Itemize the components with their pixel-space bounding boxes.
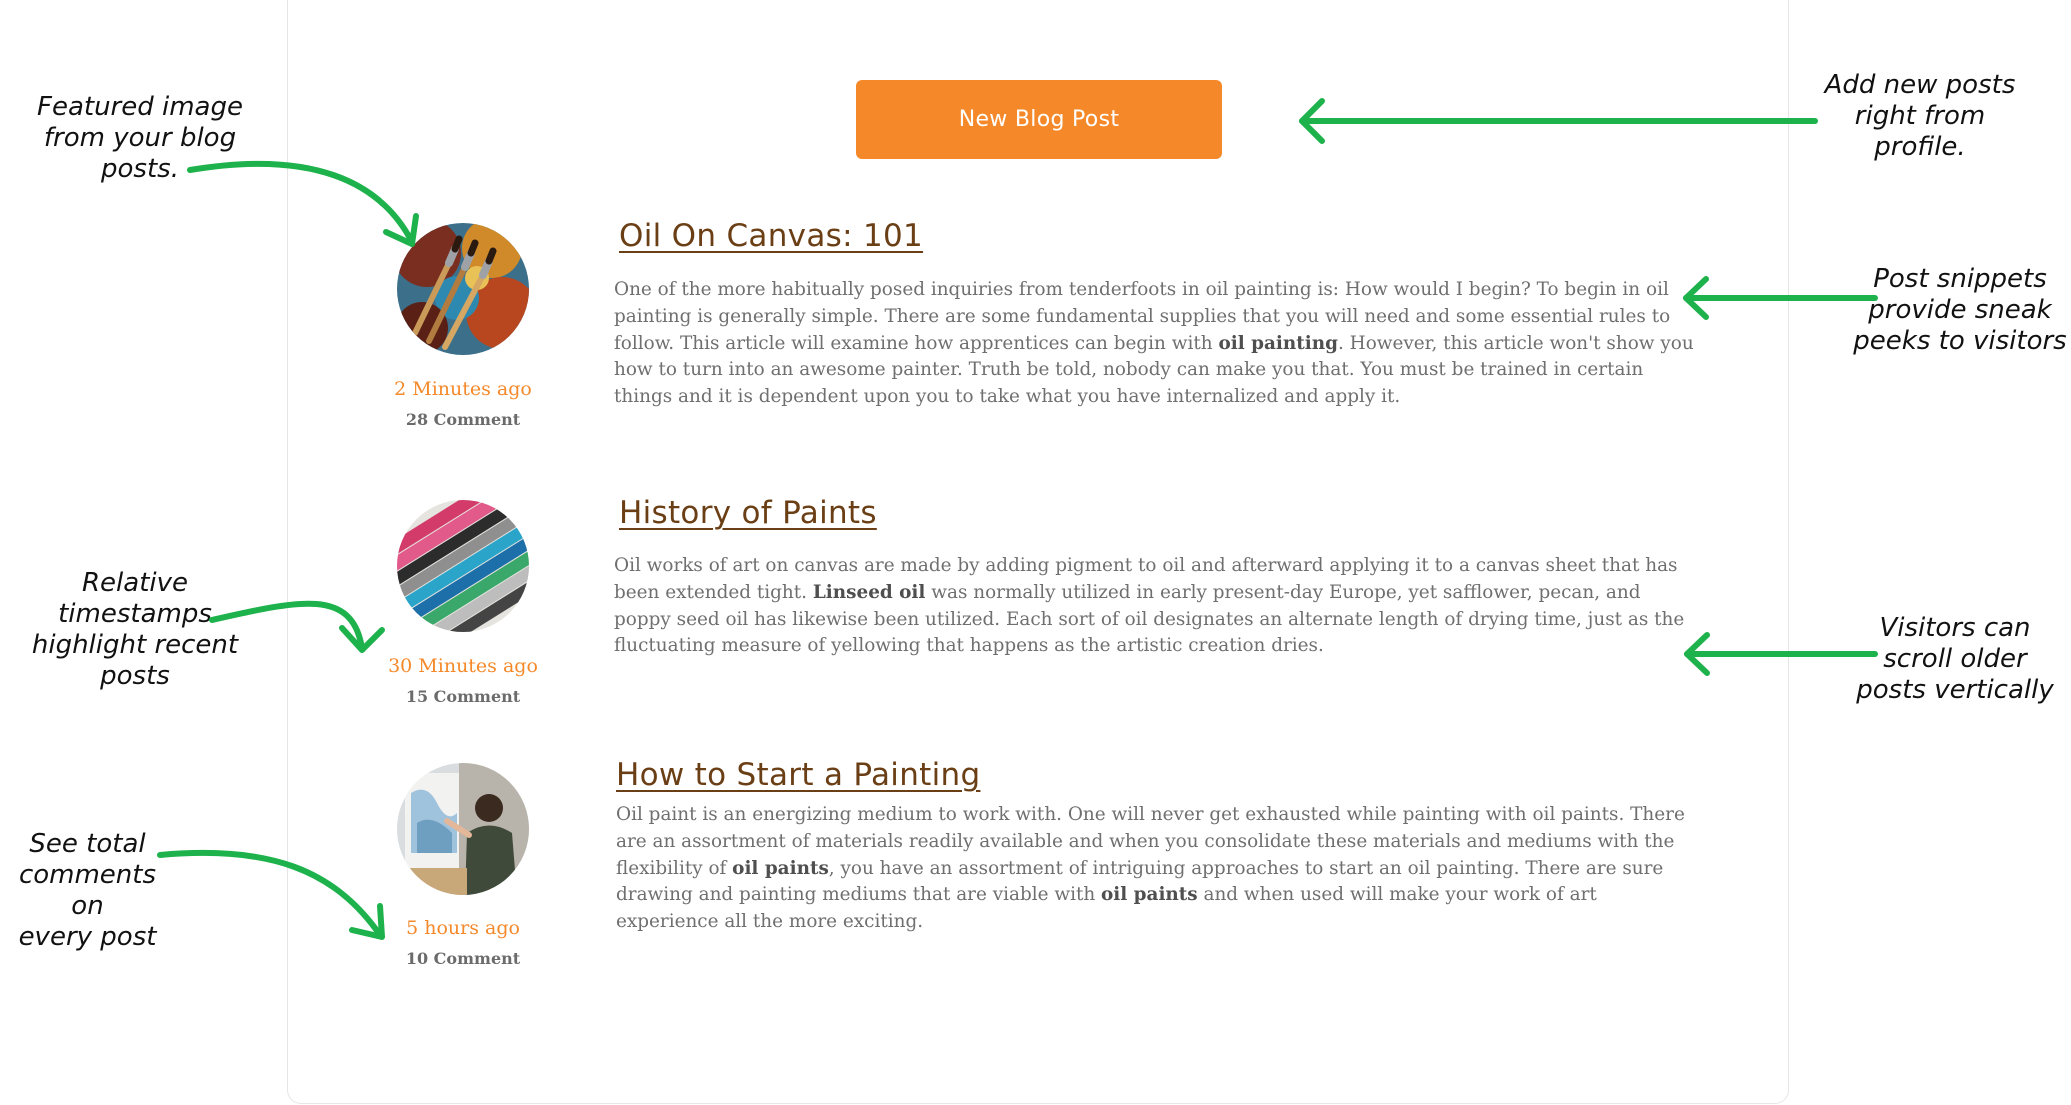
paint-tubes-image (397, 500, 529, 632)
snippet-text: One of the more habitually posed inquiries from tenderfoots in oil painting is: How would I begin? To begin in oil painting is generally simple. There are some fundamental supplies that you will need and some essential rules to follow. This article will examine how apprentices can begin with (614, 279, 1671, 354)
snippet-text: was normally utilized in early present-day Europe, yet safflower, pecan, and poppy seed oil has likewise been utilized. Each sort of oil designates an alternate length of drying time, just as the fluctuating measure of yellowing that happens as the artistic creation dries. (614, 581, 1685, 657)
post-comment-count: 10 Comment (405, 949, 521, 968)
paintbrushes-image (397, 223, 529, 355)
post-timestamp: 5 hours ago (406, 917, 520, 939)
annotation-featured-image: Featured image from your blog posts. (37, 92, 243, 184)
post-snippet (616, 802, 1696, 936)
annotation-add-posts: Add new posts right from profile. (1824, 70, 2016, 162)
snippet-text: Oil paint is an energizing medium to work with. One will never get exhausted while painting with oil paints. There are an assortment of materials readily available and when you consolidate these materials and mediums with the flexibility of (616, 804, 1685, 879)
painter-at-easel-image (397, 763, 529, 895)
post-snippet (614, 277, 1694, 411)
post-title-link[interactable]: Oil On Canvas: 101 (619, 218, 924, 254)
post-thumbnail-tubes[interactable] (397, 500, 529, 632)
post-timestamp: 2 Minutes ago (394, 378, 532, 400)
post-comment-count: 28 Comment (405, 410, 521, 429)
post-snippet (614, 553, 1694, 660)
post-title-link[interactable]: How to Start a Painting (616, 757, 981, 793)
snippet-text: and when used will make your work of art experience all the more exciting. (616, 884, 1597, 933)
snippet-keyword: oil paints (1101, 884, 1198, 906)
post-timestamp: 30 Minutes ago (388, 655, 538, 677)
new-blog-post-button[interactable]: New Blog Post (856, 80, 1222, 159)
snippet-keyword: oil paints (732, 857, 829, 879)
post-thumbnail-brushes[interactable] (397, 223, 529, 355)
snippet-text: . However, this article won't show you how to turn into an awesome painter. Truth be told, nobody can make you that. You must be trained in certain things and it is dependent upon you to take what you have internalized and apply it. (614, 332, 1694, 408)
annotation-scroll: Visitors can scroll older posts vertically (1856, 613, 2054, 705)
snippet-text: , you have an assortment of intriguing approaches to start an oil painting. There are sure drawing and painting mediums that are viable with (616, 857, 1664, 906)
snippet-text: Oil works of art on canvas are made by adding pigment to oil and afterward applying it to a canvas sheet that has been extended tight. (614, 555, 1678, 603)
annotation-timestamps: Relative timestamps highlight recent posts (31, 568, 239, 691)
snippet-keyword: Linseed oil (812, 581, 926, 603)
annotation-comments: See total comments on every post (18, 829, 157, 952)
snippet-keyword: oil painting (1218, 332, 1338, 354)
post-thumbnail-painter[interactable] (397, 763, 529, 895)
annotation-snippets: Post snippets provide sneak peeks to visitors (1853, 264, 2067, 356)
post-comment-count: 15 Comment (405, 687, 521, 706)
post-title-link[interactable]: History of Paints (619, 495, 877, 531)
